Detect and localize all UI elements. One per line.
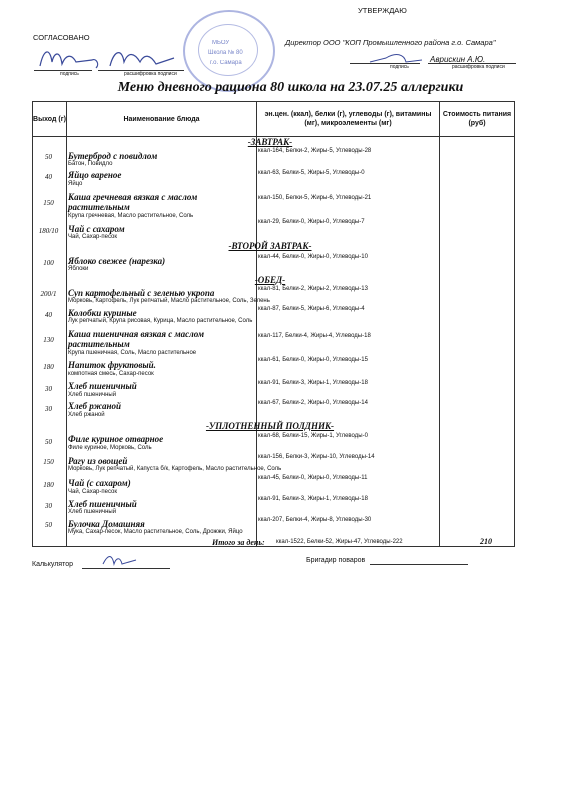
row-yield: 40 <box>45 311 52 319</box>
stamp-text-2: Школа № 80 <box>208 50 243 56</box>
col-price-header: Стоимость питания (руб) <box>442 111 512 127</box>
row-dish: Чай (с сахаром) <box>68 478 131 488</box>
col-dish-header: Наименование блюда <box>67 102 257 136</box>
row-yield: 150 <box>43 199 54 207</box>
row-ingredients: Батон, Повидло <box>68 161 113 167</box>
row-yield: 180/10 <box>38 227 59 235</box>
row-ingredients: Крупа пшеничная, Соль, Масло растительное <box>68 350 197 356</box>
row-dish: Чай с сахаром <box>68 224 125 234</box>
row-nutrition: ккал-87, Белки-5, Жиры-6, Углеводы-4 <box>258 306 365 312</box>
row-dish: Яблоко свежее (нарезка) <box>68 256 166 266</box>
row-ingredients: Яйцо <box>68 181 83 187</box>
row-nutrition: ккал-91, Белки-3, Жиры-1, Углеводы-18 <box>258 496 368 502</box>
row-ingredients: Хлеб пшеничный <box>68 392 117 398</box>
row-nutrition: ккал-207, Белки-4, Жиры-8, Углеводы-30 <box>258 517 372 523</box>
row-yield: 180 <box>43 481 54 489</box>
stamp-text-3: г.о. Самара <box>210 60 242 66</box>
approved-label: СОГЛАСОВАНО <box>33 33 90 42</box>
section-lunch: -ОБЕД- <box>254 275 286 285</box>
calculator-label: Калькулятор <box>32 561 73 568</box>
col-divider <box>256 136 257 546</box>
total-price: 210 <box>480 537 492 546</box>
row-ingredients: компотная смесь, Сахар-песок <box>68 371 154 377</box>
row-yield: 30 <box>45 502 52 510</box>
row-nutrition: ккал-67, Белки-2, Жиры-0, Углеводы-14 <box>258 400 368 406</box>
row-nutrition: ккал-164, Белки-2, Жиры-5, Углеводы-28 <box>258 148 372 154</box>
row-ingredients: Крупа гречневая, Масло растительное, Соль <box>68 213 194 219</box>
section-breakfast: -ЗАВТРАК- <box>247 137 293 147</box>
row-ingredients: Морковь, Картофель, Лук репчатый, Масло растительное, Соль, Зелень <box>68 298 270 304</box>
row-ingredients: Чай, Сахар-песок <box>68 234 117 240</box>
right-sig-caption: подпись <box>390 64 409 70</box>
row-dish: Рагу из овощей <box>68 456 128 466</box>
row-dish: Филе куриное отварное <box>68 434 164 444</box>
row-dish: Каша гречневая вязкая с маслом растительным <box>68 192 198 212</box>
row-ingredients: Чай, Сахар-песок <box>68 489 117 495</box>
row-nutrition: ккал-91, Белки-3, Жиры-1, Углеводы-18 <box>258 380 368 386</box>
row-dish: Яйцо вареное <box>68 170 122 180</box>
table-header <box>32 101 515 137</box>
row-nutrition: ккал-68, Белки-15, Жиры-1, Углеводы-0 <box>258 433 368 439</box>
calculator-signature <box>100 552 140 570</box>
row-dish: Хлеб пшеничный <box>68 381 137 391</box>
row-yield: 40 <box>45 173 52 181</box>
stamp-text: МБОУ <box>212 40 230 46</box>
row-yield: 30 <box>45 385 52 393</box>
row-yield: 150 <box>43 458 54 466</box>
row-yield: 30 <box>45 405 52 413</box>
total-label: Итого за день: <box>212 538 265 547</box>
row-dish: Каша пшеничная вязкая с маслом растительным <box>68 329 205 349</box>
right-sig-line <box>350 63 420 64</box>
row-yield: 180 <box>43 363 54 371</box>
row-nutrition: ккал-150, Белки-5, Жиры-6, Углеводы-21 <box>258 195 372 201</box>
col-divider <box>439 136 440 546</box>
total-values: ккал-1522, Белки-52, Жиры-47, Углеводы-222 <box>276 539 403 545</box>
right-name-caption: расшифровка подписи <box>452 64 505 70</box>
row-nutrition: ккал-29, Белки-0, Жиры-0, Углеводы-7 <box>258 219 365 225</box>
row-nutrition: ккал-61, Белки-0, Жиры-0, Углеводы-15 <box>258 357 368 363</box>
left-name-caption: расшифровка подписи <box>124 71 177 77</box>
col-divider <box>66 136 67 546</box>
row-dish: Бутерброд с повидлом <box>68 151 158 161</box>
col-yield-header: Выход (г) <box>33 102 67 136</box>
row-ingredients: Хлеб ржаной <box>68 412 105 418</box>
director-name: Аврискин А.Ю. <box>430 55 486 64</box>
row-dish: Колобки куриные <box>68 308 137 318</box>
chef-label: Бригадир поваров <box>306 557 366 564</box>
chef-sig-line <box>370 564 468 565</box>
row-dish: Напиток фруктовый. <box>68 360 156 370</box>
row-yield: 50 <box>45 521 52 529</box>
row-ingredients: Лук репчатый, Крупа рисовая, Курица, Масло растительное, Соль <box>68 318 253 324</box>
row-yield: 200/1 <box>40 290 57 298</box>
row-ingredients: Мука, Сахар-песок, Масло растительное, Соль, Дрожжи, Яйцо <box>68 529 243 535</box>
row-ingredients: Яблоки <box>68 266 89 272</box>
section-afternoon-snack: -УПЛОТНЕННЫЙ ПОЛДНИК- <box>205 421 335 431</box>
row-yield: 130 <box>43 336 54 344</box>
row-nutrition: ккал-45, Белки-0, Жиры-0, Углеводы-11 <box>258 475 368 481</box>
director-position: Директор ООО "КОП Промышленного района г.о. Самара" <box>285 38 496 47</box>
approve-title: УТВЕРЖДАЮ <box>358 6 407 15</box>
row-ingredients: Морковь, Лук репчатый, Капуста б/к, Картофель, Масло растительное, Соль <box>68 466 282 472</box>
row-yield: 50 <box>45 438 52 446</box>
row-dish: Суп картофельный с зеленью укропа <box>68 288 215 298</box>
row-nutrition: ккал-81, Белки-2, Жиры-2, Углеводы-13 <box>258 286 368 292</box>
row-ingredients: Хлеб пшеничный <box>68 509 117 515</box>
row-nutrition: ккал-156, Белки-3, Жиры-10, Углеводы-14 <box>258 454 375 460</box>
row-nutrition: ккал-63, Белки-5, Жиры-5, Углеводы-0 <box>258 170 365 176</box>
row-ingredients: Филе куриное, Морковь, Соль <box>68 445 152 451</box>
row-nutrition: ккал-117, Белки-4, Жиры-4, Углеводы-18 <box>258 333 371 339</box>
row-dish: Хлеб пшеничный <box>68 499 137 509</box>
row-yield: 100 <box>43 259 54 267</box>
section-second-breakfast: -ВТОРОЙ ЗАВТРАК- <box>228 241 312 251</box>
col-nutrition-header: эн.цен. (ккал), белки (г), углеводы (г), витамины (мг), микроэлементы (мг) <box>257 102 440 136</box>
page-title: Меню дневного рациона 80 школа на 23.07.25 аллергики <box>117 80 464 95</box>
row-nutrition: ккал-44, Белки-0, Жиры-0, Углеводы-10 <box>258 254 368 260</box>
row-yield: 50 <box>45 153 52 161</box>
row-dish: Хлеб ржаной <box>68 401 121 411</box>
left-sig-caption: подпись <box>60 71 79 77</box>
row-dish: Булочка Домашняя <box>68 519 145 529</box>
